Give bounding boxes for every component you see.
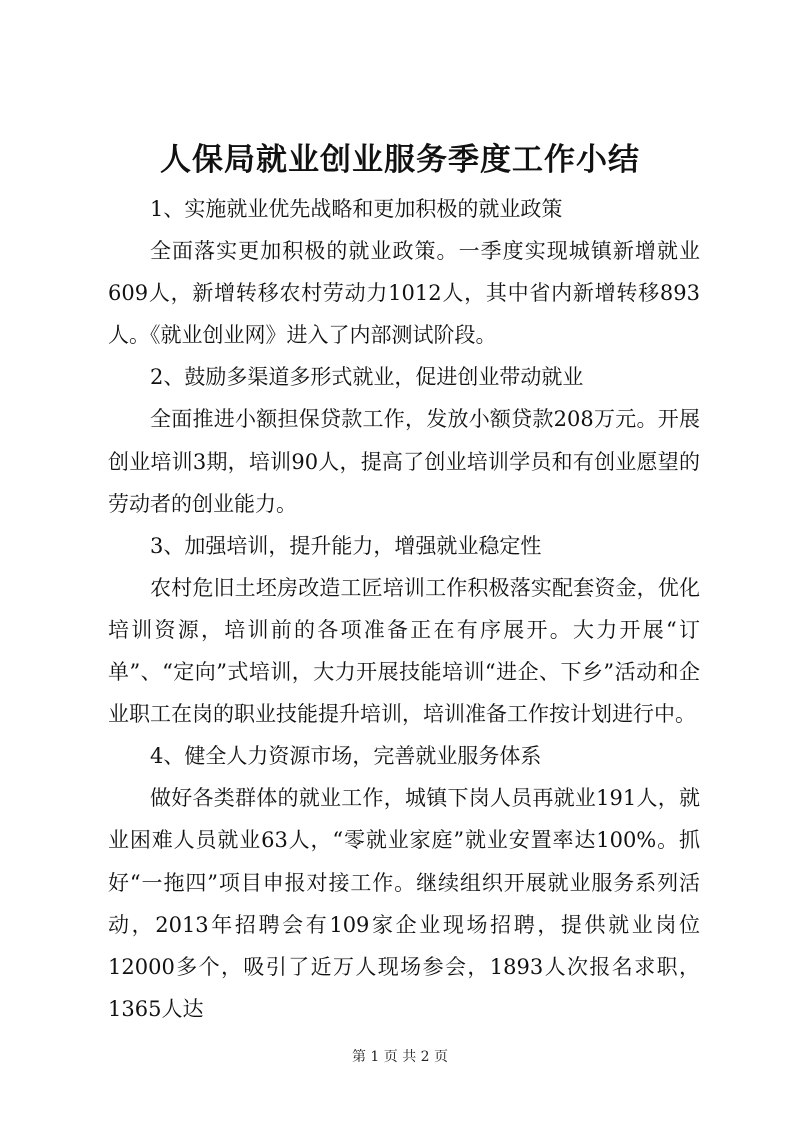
section-heading-2: 2、鼓励多渠道多形式就业，促进创业带动就业 bbox=[150, 365, 584, 390]
section-heading-3: 3、加强培训，提升能力，增强就业稳定性 bbox=[150, 533, 542, 558]
page-title: 人保局就业创业服务季度工作小结 bbox=[160, 142, 640, 178]
section-heading-4: 4、健全人力资源市场，完善就业服务体系 bbox=[150, 744, 542, 769]
section-heading-1: 1、实施就业优先战略和更加积极的就业政策 bbox=[150, 197, 563, 221]
body-paragraph-1: 全面落实更加积极的就业政策。一季度实现城镇新增就业609人，新增转移农村劳动力1012人，其中省内新增转移893人。《就业创业网》进入了内部测试阶段。 bbox=[108, 239, 700, 348]
document-body bbox=[108, 188, 700, 1030]
page-footer: 第 1 页 共 2 页 bbox=[351, 1049, 449, 1065]
body-paragraph-3: 农村危旧土坯房改造工匠培训工作积极落实配套资金，优化培训资源，培训前的各项准备正在有序展开。大力开展“订单”、“定向”式培训，大力开展技能培训“进企、下乡”活动和企业职工在岗的职业技能提升培训，培训准备工作按计划进行中。 bbox=[108, 575, 700, 727]
body-paragraph-2: 全面推进小额担保贷款工作，发放小额贷款208万元。开展创业培训3期，培训90人，提高了创业培训学员和有创业愿望的劳动者的创业能力。 bbox=[108, 407, 700, 516]
body-paragraph-4: 做好各类群体的就业工作，城镇下岗人员再就业191人，就业困难人员就业63人，“零就业家庭”就业安置率达100%。抓好“一拖四”项目申报对接工作。继续组织开展就业服务系列活动，2013年招聘会有109家企业现场招聘，提供就业岗位12000多个，吸引了近万人现场参会，1893人次报名求职，1365人达 bbox=[108, 786, 700, 1021]
